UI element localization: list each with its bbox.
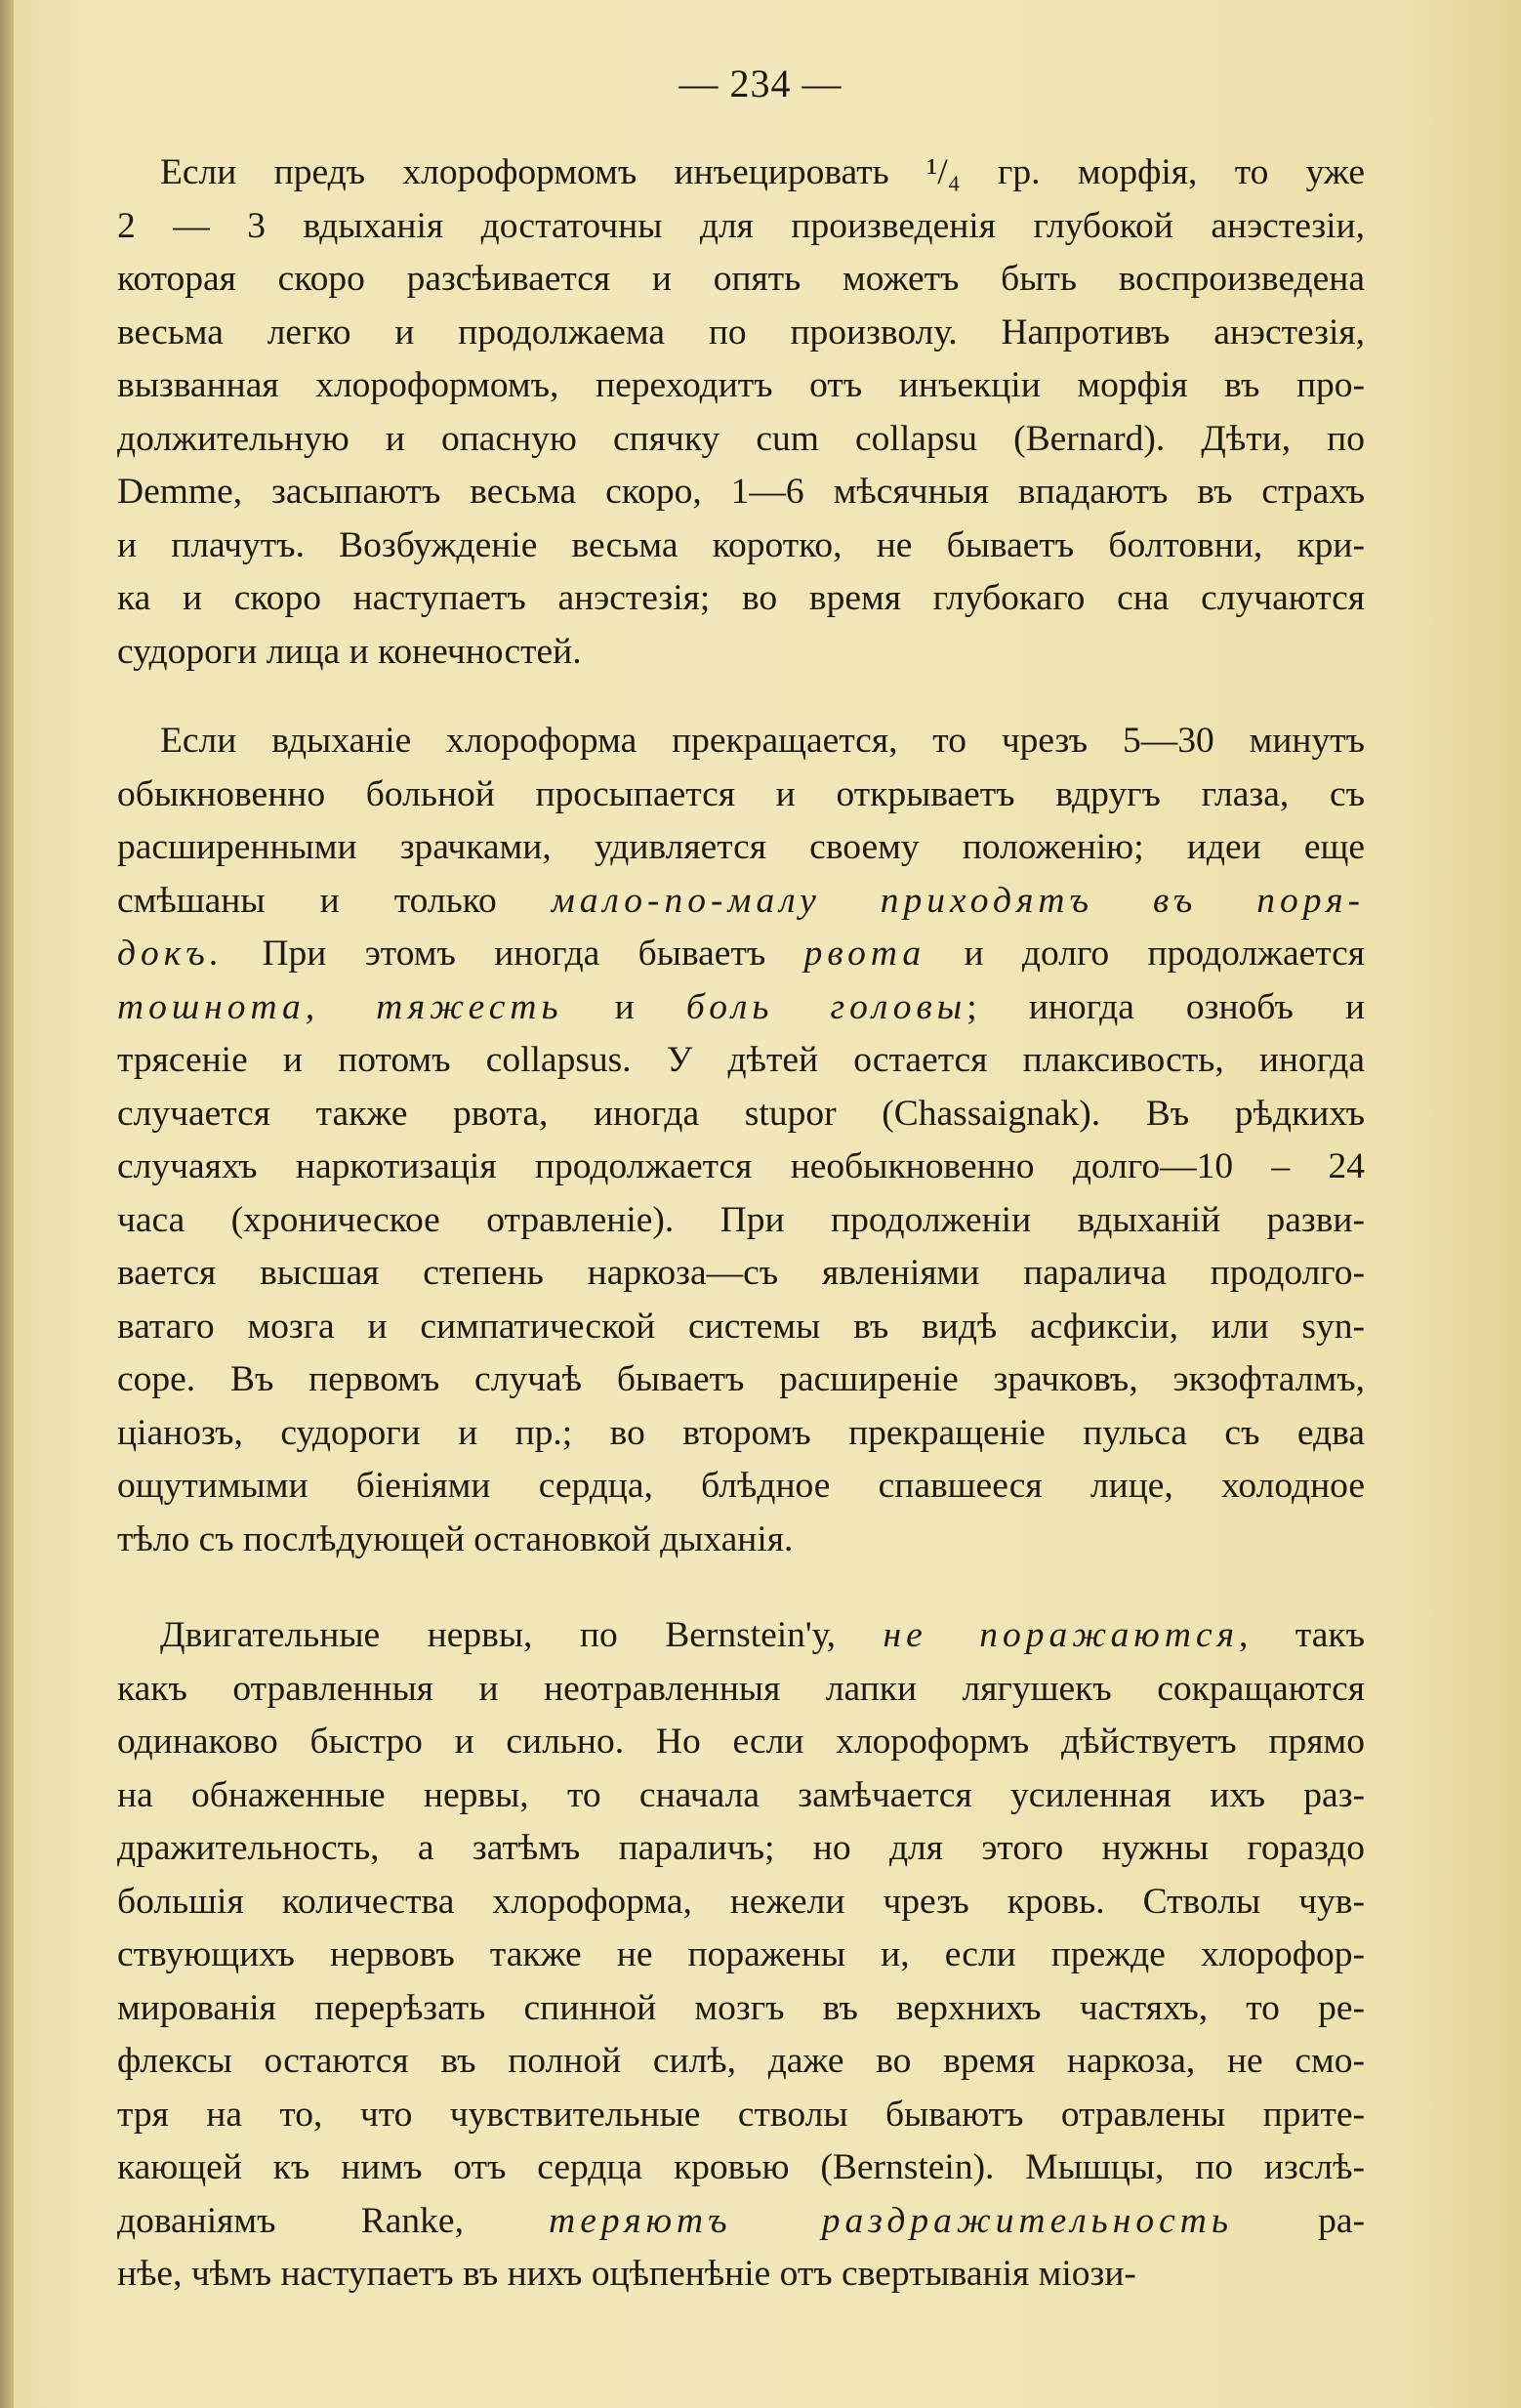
text-segment: нѣе, чѣмъ наступаетъ въ нихъ оцѣпенѣніе отъ свертыванія міози- [117, 2254, 1136, 2294]
text-segment: и долго продолжается [925, 934, 1365, 974]
text-segment: ощутимыми біеніями сердца, блѣдное спавшееся лице, холодное [117, 1466, 1365, 1506]
text-segment: трясеніе и потомъ collapsus. У дѣтей остается плаксивость, иногда [117, 1040, 1365, 1080]
emphasized-text: рвота [803, 934, 926, 974]
text-segment: ; иногда ознобъ и [966, 986, 1365, 1027]
paragraph-1 [117, 146, 1365, 679]
paragraph-gap [117, 679, 1365, 715]
text-segment: большія количества хлороформа, нежели чрезъ кровь. Стволы чув- [117, 1881, 1365, 1922]
text-line [117, 2089, 1365, 2142]
text-segment: , такъ [1239, 1615, 1365, 1655]
text-line [117, 572, 1365, 626]
text-line [117, 1929, 1365, 1982]
text-line [117, 1876, 1365, 1930]
text-line [117, 1982, 1365, 2036]
text-segment: и [562, 986, 686, 1027]
text-line [117, 1822, 1365, 1876]
text-segment: ствующихъ нервовъ также не поражены и, если прежде хлорофор- [117, 1934, 1365, 1974]
text-segment: вызванная хлороформомъ, переходитъ отъ инъекціи морфія въ про- [117, 365, 1365, 405]
body-text [117, 146, 1365, 2302]
text-line [117, 981, 1365, 1035]
text-segment: вается высшая степень наркоза—съ явленіями паралича продолго- [117, 1253, 1365, 1293]
paragraph-3 [117, 1609, 1365, 2302]
text-segment: дражительность, а затѣмъ параличъ; но для этого нужны гораздо [117, 1828, 1365, 1868]
text-segment: расширенными зрачками, удивляется своему положенію; идеи еще [117, 827, 1365, 867]
text-segment: случаяхъ наркотизація продолжается необыкновенно долго—10 – 24 [117, 1146, 1365, 1186]
text-line [117, 1514, 1365, 1567]
text-line [117, 1088, 1365, 1142]
paragraph-2 [117, 715, 1365, 1566]
text-segment: ватаго мозга и симпатической системы въ видѣ асфиксіи, или syn- [117, 1306, 1365, 1347]
text-segment: на обнаженные нервы, то сначала замѣчается усиленная ихъ раз- [117, 1774, 1365, 1815]
text-segment: которая скоро разсѣивается и опять можетъ быть воспроизведена [117, 259, 1365, 299]
text-line [117, 200, 1365, 254]
text-segment: кающей къ нимъ отъ сердца кровью (Bernstein). Мышцы, по изслѣ- [117, 2147, 1365, 2187]
text-line [117, 253, 1365, 307]
text-line [117, 1663, 1365, 1717]
text-segment: Demme, засыпаютъ весьма скоро, 1—6 мѣсячныя впадаютъ въ страхъ [117, 472, 1365, 512]
text-line [117, 2195, 1365, 2249]
text-line [117, 1407, 1365, 1461]
text-line [117, 1194, 1365, 1248]
text-line [117, 2141, 1365, 2195]
text-segment: тѣло съ послѣдующей остановкой дыханія. [117, 1518, 794, 1559]
text-segment: флексы остаются въ полной силѣ, даже во время наркоза, не смо- [117, 2041, 1365, 2081]
text-line [117, 1301, 1365, 1354]
text-segment: 2 — 3 вдыханія достаточны для произведенія глубокой анэстезіи, [117, 205, 1365, 246]
text-segment: смѣшаны и только [117, 880, 552, 921]
text-line [117, 413, 1365, 467]
text-line [117, 2035, 1365, 2089]
text-segment: При этомъ иногда бываетъ [224, 934, 804, 974]
emphasized-text: тошнота, тяжесть [117, 986, 563, 1027]
text-segment: дованіямъ Ranke, [117, 2200, 550, 2241]
text-line [117, 519, 1365, 573]
text-line [117, 875, 1365, 929]
text-segment: одинаково быстро и сильно. Но если хлороформъ дѣйствуетъ прямо [117, 1722, 1365, 1762]
text-segment: мированія перерѣзать спинной мозгъ въ верхнихъ частяхъ, то ре- [117, 1987, 1365, 2028]
text-segment: случается также рвота, иногда stupor (Chassaignak). Въ рѣдкихъ [117, 1093, 1365, 1134]
text-line [117, 715, 1365, 768]
emphasized-text: теряютъ раздражительность [549, 2200, 1233, 2241]
text-segment: Если вдыханіе хлороформа прекращается, то чрезъ 5—30 минутъ [160, 721, 1365, 761]
paragraph-gap [117, 1566, 1365, 1609]
text-segment: тря на то, что чувствительные стволы бываютъ отравлены прите- [117, 2094, 1365, 2135]
text-line [117, 928, 1365, 981]
text-segment: обыкновенно больной просыпается и открываетъ вдругъ глаза, съ [117, 773, 1365, 814]
emphasized-text: боль головы [685, 986, 967, 1027]
emphasized-text: докъ. [117, 934, 225, 974]
emphasized-text: не поражаются [883, 1615, 1240, 1655]
text-line [117, 626, 1365, 680]
text-line [117, 307, 1365, 360]
text-line [117, 1460, 1365, 1514]
text-line [117, 821, 1365, 875]
emphasized-text: мало-по-малу приходятъ въ поря- [551, 880, 1365, 921]
text-line [117, 1034, 1365, 1088]
page-number: — 234 — [678, 62, 843, 105]
text-segment: и плачутъ. Возбужденіе весьма коротко, не бываетъ болтовни, кри- [117, 524, 1365, 565]
text-segment: должительную и опасную спячку cum collapsu (Bernard). Дѣти, по [117, 418, 1365, 459]
text-line [117, 359, 1365, 413]
page-edge-shadow [0, 0, 14, 2408]
text-segment: cope. Въ первомъ случаѣ бываетъ расширеніе зрачковъ, экзофталмъ, [117, 1359, 1365, 1399]
text-line [117, 1716, 1365, 1769]
text-line [117, 1141, 1365, 1194]
text-segment: Двигательные нервы, по Bernstein'у, [160, 1615, 884, 1655]
text-segment: ра- [1232, 2200, 1365, 2241]
text-line [117, 2248, 1365, 2302]
text-line [117, 466, 1365, 519]
text-line [117, 1353, 1365, 1407]
text-line [117, 1769, 1365, 1823]
text-segment: ка и скоро наступаетъ анэстезія; во время глубокаго сна случаются [117, 578, 1365, 618]
text-segment: судороги лица и конечностей. [117, 631, 582, 672]
text-line [117, 1247, 1365, 1301]
text-segment: Если предъ хлороформомъ инъецировать ¹/₄ гр. морфія, то уже [160, 152, 1365, 192]
text-segment: какъ отравленныя и неотравленныя лапки лягушекъ сокращаются [117, 1668, 1365, 1709]
text-segment: весьма легко и продолжаема по произволу. Напротивъ анэстезія, [117, 311, 1365, 353]
text-line [117, 768, 1365, 822]
text-segment: часа (хроническое отравленіе). При продолженіи вдыханій разви- [117, 1199, 1365, 1240]
text-segment: ціанозъ, судороги и пр.; во второмъ прекращеніе пульса съ едва [117, 1412, 1365, 1453]
text-line [117, 1609, 1365, 1663]
text-line [117, 146, 1365, 200]
